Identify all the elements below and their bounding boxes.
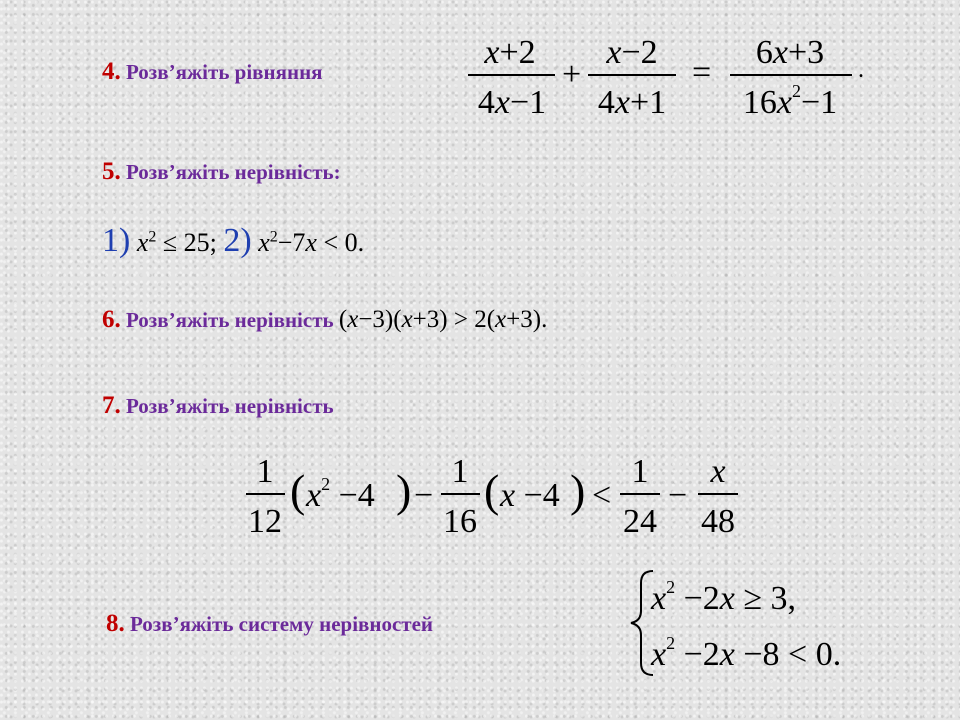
eq4-frac1-numerator: x+2	[484, 34, 536, 71]
task-6-label: Розв’яжіть нерівність	[126, 308, 334, 332]
system-line-1: $x^2 -2x \ge 3$,	[651, 577, 797, 617]
svg-text:16: 16	[443, 503, 477, 540]
svg-text:x −4: x −4	[500, 477, 560, 514]
task-8-label: Розв’яжіть систему нерівностей	[130, 612, 434, 636]
task-8-number: 8.	[106, 610, 125, 637]
task-5-heading	[102, 158, 341, 186]
svg-text:(: (	[290, 465, 306, 516]
svg-text:<: <	[592, 477, 612, 514]
task-4-equation	[460, 25, 880, 125]
eq4-rhs-numerator: 6x+3	[755, 34, 825, 71]
svg-text:−: −	[668, 477, 688, 514]
svg-text:): )	[396, 465, 412, 516]
svg-text:): )	[570, 465, 586, 516]
eq4-frac2-numerator: x−2	[606, 34, 658, 71]
eq4-frac2-denominator: 4x+1	[597, 84, 667, 121]
eq4-rhs-denominator: $16x^2-1$	[742, 81, 838, 121]
task-6-expression: (x−3)(x+3) > 2(x+3).	[338, 306, 548, 333]
svg-text:x2 −4: $x^2 -4$	[306, 474, 375, 514]
system-brace	[631, 571, 653, 675]
task-8-system	[625, 565, 885, 685]
task-7-heading	[102, 392, 334, 420]
svg-text:−: −	[414, 477, 434, 514]
task-7-inequality	[240, 450, 750, 545]
eq4-frac1-denominator: 4x−1	[477, 84, 547, 121]
eq4-equals: =	[692, 54, 712, 91]
svg-text:1: 1	[631, 453, 649, 490]
task-7-number: 7.	[102, 392, 121, 419]
eq4-plus: +	[562, 56, 582, 93]
svg-text:x: x	[710, 453, 726, 490]
task-4-heading	[102, 58, 323, 86]
part-2-marker: 2)	[223, 222, 252, 259]
svg-text:12: 12	[248, 503, 282, 540]
svg-text:1: 1	[256, 453, 274, 490]
svg-text:48: 48	[701, 503, 735, 540]
task-8-heading	[106, 610, 433, 638]
task-5-number: 5.	[102, 158, 121, 185]
svg-text:(: (	[484, 465, 500, 516]
system-line-2: $x^2 -2x -8 < 0$.	[651, 633, 842, 673]
task-5-label: Розв’яжіть нерівність:	[126, 160, 341, 184]
svg-text:24: 24	[623, 503, 657, 540]
task-6-number: 6.	[102, 306, 121, 333]
svg-text:1: 1	[451, 453, 469, 490]
task-5-inequalities	[102, 222, 364, 260]
task-4-label: Розв’яжіть рівняння	[126, 60, 323, 84]
part-1-marker: 1)	[102, 222, 131, 259]
task-4-number: 4.	[102, 58, 121, 85]
task-6-heading	[102, 306, 547, 334]
part-1-text: $x^2 \le 25$;	[136, 228, 217, 257]
task-7-label: Розв’яжіть нерівність	[126, 394, 334, 418]
eq4-period: .	[858, 57, 864, 83]
part-2-text: $x^2-7x < 0$.	[258, 228, 365, 257]
